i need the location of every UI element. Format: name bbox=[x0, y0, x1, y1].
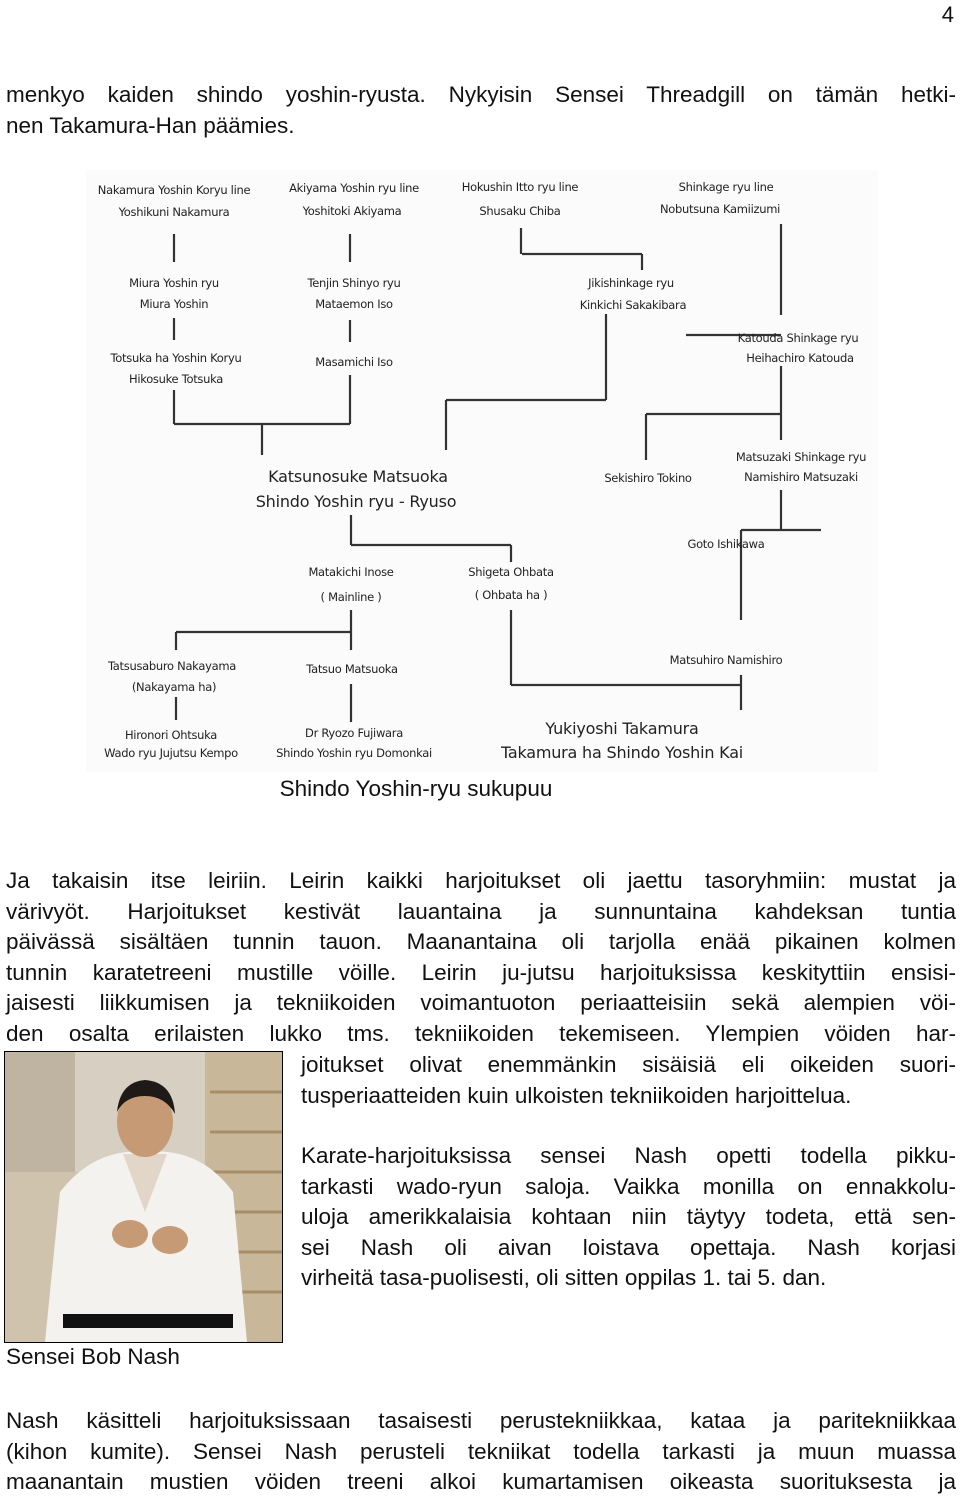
tree-node-label: Namishiro Matsuzaki bbox=[744, 470, 858, 484]
tree-root-label: Katsunosuke Matsuoka bbox=[268, 467, 448, 486]
text-line: jaisesti liikkumisen ja tekniikoiden voimantuoton periaatteisiin sekä alempien vöi- bbox=[6, 990, 956, 1015]
text-line: tarkasti wado-ryun saloja. Vaikka monilla on ennakkolu- bbox=[301, 1173, 956, 1199]
lineage-tree-diagram bbox=[86, 170, 878, 772]
tree-node-label: Matakichi Inose bbox=[308, 565, 394, 579]
intro-paragraph bbox=[6, 80, 956, 141]
tree-node-label: Masamichi Iso bbox=[315, 355, 393, 369]
photo-caption: Sensei Bob Nash bbox=[6, 1344, 180, 1369]
tree-node-label: Tatsuo Matsuoka bbox=[306, 662, 398, 676]
tree-node-label: Sekishiro Tokino bbox=[604, 471, 692, 485]
text-line: maanantain mustien vöiden treeni alkoi kumartamisen oikeasta suorituksesta ja bbox=[6, 1469, 956, 1494]
tree-node-label: Goto Ishikawa bbox=[687, 537, 765, 551]
tree-node-label: Shinkage ryu line bbox=[678, 180, 774, 194]
tree-node-label: (Nakayama ha) bbox=[131, 680, 217, 694]
text-line: tusperiaatteiden kuin ulkoisten tekniikoiden harjoittelua. bbox=[301, 1082, 852, 1108]
text-line: sei Nash oli aivan loistava opettaja. Nash korjasi bbox=[301, 1234, 956, 1260]
tree-node-label: Akiyama Yoshin ryu line bbox=[289, 181, 419, 195]
tree-node-label: ( Ohbata ha ) bbox=[474, 588, 548, 602]
tree-node-label: Tenjin Shinyo ryu bbox=[307, 276, 401, 290]
tree-node-label: Matsuzaki Shinkage ryu bbox=[735, 450, 867, 464]
lineage-tree-image bbox=[86, 170, 878, 772]
text-line: uloja amerikkalaisia kohtaan niin täytyy todeta, että sen- bbox=[301, 1204, 956, 1229]
text-line: Ja takaisin itse leiriin. Leirin kaikki harjoitukset oli jaettu tasoryhmiin: mustat ja bbox=[6, 868, 956, 893]
text-line: virheitä tasa-puolisesti, oli sitten oppilas 1. tai 5. dan. bbox=[301, 1265, 827, 1290]
tree-node-label: Totsuka ha Yoshin Koryu bbox=[110, 351, 242, 365]
text-line: menkyo kaiden shindo yoshin-ryusta. Nykyisin Sensei Threadgill on tämän hetki- bbox=[6, 82, 956, 107]
body-paragraph bbox=[301, 1050, 956, 1111]
tree-node-label: Dr Ryozo Fujiwara bbox=[305, 726, 403, 740]
tree-node-label: Hikosuke Totsuka bbox=[129, 372, 223, 386]
tree-node-label: Miura Yoshin bbox=[139, 297, 209, 311]
tree-root-label: Shindo Yoshin ryu - Ryuso bbox=[255, 492, 457, 511]
tree-node-label: Shigeta Ohbata bbox=[468, 565, 554, 579]
text-line: Nash käsitteli harjoituksissaan tasaisesti perustekniikkaa, kataa ja paritekniikkaa bbox=[6, 1408, 956, 1433]
tree-node-label: Hironori Ohtsuka bbox=[124, 728, 218, 742]
tree-node-label: Katouda Shinkage ryu bbox=[737, 331, 859, 345]
tree-node-label: Heihachiro Katouda bbox=[746, 351, 854, 365]
tree-node-label: Mataemon Iso bbox=[315, 297, 393, 311]
text-line: joitukset olivat enemmänkin sisäisiä eli oikeiden suori- bbox=[301, 1052, 956, 1077]
tree-node-label: Shusaku Chiba bbox=[479, 204, 561, 218]
tree-node-label: Nobutsuna Kamiizumi bbox=[659, 202, 781, 216]
page-number: 4 bbox=[941, 2, 954, 27]
tree-node-label: Nakamura Yoshin Koryu line bbox=[97, 183, 251, 197]
body-paragraph bbox=[6, 866, 956, 1049]
tree-node-label: Yoshitoki Akiyama bbox=[302, 204, 402, 218]
text-line: värivyöt. Harjoitukset kestivät lauantaina ja sunnuntaina kahdeksan tuntia bbox=[6, 898, 956, 924]
tree-node-label: Takamura ha Shindo Yoshin Kai bbox=[500, 743, 744, 762]
tree-node-label: ( Mainline ) bbox=[320, 590, 382, 604]
tree-node-label: Jikishinkage ryu bbox=[588, 276, 674, 290]
tree-node-label: Shindo Yoshin ryu Domonkai bbox=[276, 746, 432, 760]
tree-node-label: Matsuhiro Namishiro bbox=[669, 653, 783, 667]
text-line: nen Takamura-Han päämies. bbox=[6, 112, 295, 138]
tree-node-label: Yoshikuni Nakamura bbox=[118, 205, 230, 219]
text-line: päivässä sisältäen tunnin tauon. Maanantaina oli tarjolla enää pikainen kolmen bbox=[6, 929, 956, 954]
tree-node-label: Kinkichi Sakakibara bbox=[579, 298, 687, 312]
text-line: Karate-harjoituksissa sensei Nash opetti todella pikku- bbox=[301, 1143, 956, 1168]
body-paragraph bbox=[301, 1141, 956, 1294]
text-line: den osalta erilaisten lukko tms. tekniikoiden tekemiseen. Ylempien vöiden har- bbox=[6, 1020, 956, 1046]
text-line: (kihon kumite). Sensei Nash perusteli tekniikat todella tarkasti ja muun muassa bbox=[6, 1438, 956, 1464]
body-paragraph bbox=[6, 1406, 956, 1498]
tree-node-label: Hokushin Itto ryu line bbox=[461, 180, 579, 194]
photo-illustration bbox=[5, 1052, 282, 1342]
figure-caption: Shindo Yoshin-ryu sukupuu bbox=[279, 776, 553, 801]
text-line: tunnin karatetreeni mustille vöille. Leirin ju-jutsu harjoituksissa keskityttiin ensisi- bbox=[6, 959, 956, 985]
sensei-photo bbox=[4, 1051, 283, 1343]
tree-node-label: Miura Yoshin ryu bbox=[129, 276, 219, 290]
tree-node-label: Yukiyoshi Takamura bbox=[545, 719, 699, 738]
tree-node-label: Wado ryu Jujutsu Kempo bbox=[104, 746, 238, 760]
tree-node-label: Tatsusaburo Nakayama bbox=[107, 659, 237, 673]
